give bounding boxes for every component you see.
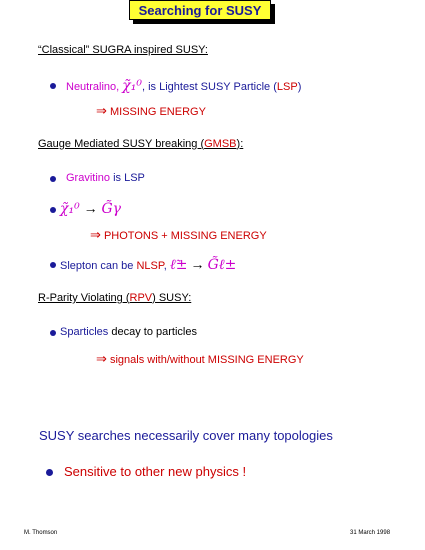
lsp-abbr: LSP bbox=[276, 81, 298, 93]
missing-energy-line: ⇒ MISSING ENERGY bbox=[96, 103, 206, 118]
gravitino-line: Gravitino is LSP bbox=[66, 172, 145, 184]
footer-date: 31 March 1998 bbox=[350, 530, 391, 536]
implies-arrow-icon: ⇒ bbox=[96, 103, 107, 118]
bullet-icon bbox=[50, 207, 56, 213]
neutralino-decay-line: χ̃₁⁰ → G̃γ bbox=[60, 200, 122, 217]
sparticles-line: Sparticles decay to particles bbox=[60, 326, 197, 338]
section-heading-sugra: “Classical” SUGRA inspired SUSY: bbox=[38, 44, 208, 56]
bullet-icon bbox=[50, 176, 56, 182]
section-heading-rpv: R-Parity Violating (RPV) SUSY: bbox=[38, 292, 192, 304]
bullet-icon bbox=[50, 330, 56, 336]
neutralino-line: Neutralino, χ̃₁⁰, is Lightest SUSY Particle (LSP) bbox=[66, 78, 302, 94]
signals-line: ⇒ signals with/without MISSING ENERGY bbox=[96, 351, 304, 366]
implies-arrow-icon: ⇒ bbox=[96, 351, 107, 366]
footer-author: M. Thomson bbox=[24, 530, 58, 536]
sensitive-text: Sensitive to other new physics ! bbox=[64, 464, 247, 479]
bullet-icon bbox=[50, 262, 56, 268]
implies-arrow-icon: ⇒ bbox=[90, 227, 101, 242]
decay-arrow-icon: → bbox=[190, 256, 205, 272]
conclusion-text: SUSY searches necessarily cover many topologies bbox=[39, 428, 333, 443]
photons-line: ⇒ PHOTONS + MISSING ENERGY bbox=[90, 227, 267, 242]
bullet-icon bbox=[50, 83, 56, 89]
section-heading-gmsb: Gauge Mediated SUSY breaking (GMSB): bbox=[38, 138, 244, 150]
decay-arrow-icon: → bbox=[83, 200, 98, 216]
slepton-line: Slepton can be NLSP, ℓ̃± → G̃ℓ± bbox=[60, 256, 237, 273]
neutralino-symbol: χ̃₁⁰ bbox=[122, 78, 142, 94]
slide-title: Searching for SUSY bbox=[129, 0, 271, 20]
bullet-icon bbox=[46, 469, 53, 476]
